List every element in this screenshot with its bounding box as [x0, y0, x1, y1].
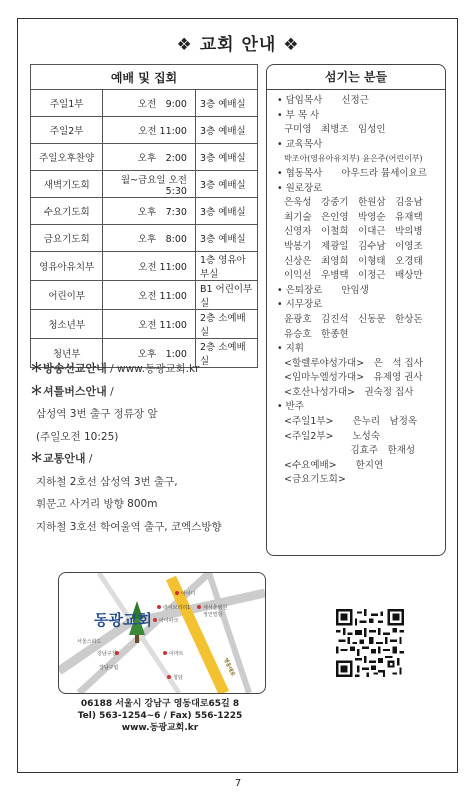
service-time: 오전 11:00 — [103, 310, 196, 339]
map-label: 라이브러리1 — [163, 605, 191, 611]
qr-code-icon[interactable] — [336, 609, 404, 677]
traffic-detail-3: 지하철 3호선 학여울역 출구, 코엑스방향 — [36, 520, 222, 533]
staff-line: • 협동목사 아우드라 뮴세이요르 — [277, 167, 427, 179]
staff-line: 은욱성 강중기 한원삼 김응남 — [284, 197, 423, 209]
service-place: 3층 예배실 — [195, 171, 257, 198]
staff-line: <금요기도회> — [284, 474, 346, 486]
service-time: 오전 11:00 — [103, 252, 196, 281]
map-label: 아이파크 — [159, 618, 179, 624]
service-name: 청년부 — [31, 339, 103, 368]
page-title: ❖ 교회 안내 ❖ — [176, 35, 300, 55]
address-line: 06188 서울시 강남구 영동대로65길 8 — [80, 699, 240, 709]
service-table-header: 예배 및 집회 — [31, 65, 258, 90]
website-line[interactable]: www.동광교회.kr — [121, 723, 199, 733]
traffic-label: 교통안내 — [43, 452, 86, 465]
star-mark: ＊ — [30, 383, 44, 399]
service-name: 수요기도회 — [31, 198, 103, 225]
service-row — [31, 144, 258, 171]
staff-line: <할렐루야성가대> 은 석 집사 — [284, 357, 423, 369]
service-name: 금요기도회 — [31, 225, 103, 252]
service-row — [31, 90, 258, 117]
map-graphic — [59, 573, 265, 693]
service-place: B1 어린이부실 — [195, 281, 257, 310]
service-name: 어린이부 — [31, 281, 103, 310]
service-name: 주일오후찬양 — [31, 144, 103, 171]
staff-line: <호산나성가대> 권숙정 집사 — [284, 386, 414, 398]
shuttle-detail-1: 삼성역 3번 출구 정류장 앞 — [36, 408, 158, 420]
traffic-detail-2: 휘문고 사거리 방향 800m — [36, 498, 158, 510]
staff-line: 유승호 한종현 — [284, 328, 349, 340]
staff-line: • 시무장로 — [277, 299, 323, 311]
staff-list — [267, 90, 445, 488]
service-row — [31, 281, 258, 310]
staff-line: • 부 목 사 — [277, 109, 320, 121]
service-time: 오전 9:00 — [103, 90, 196, 117]
shuttle-sep: / — [106, 385, 114, 398]
staff-box — [266, 64, 446, 556]
service-time: 오후 8:00 — [103, 225, 196, 252]
map-church-name: 동광교회 — [94, 611, 152, 629]
service-schedule-table — [30, 64, 258, 368]
service-place: 3층 예배실 — [195, 225, 257, 252]
service-time: 오전 11:00 — [103, 281, 196, 310]
map-road-label: 영동대로 — [222, 657, 236, 678]
service-place: 3층 예배실 — [195, 117, 257, 144]
service-place: 2층 소예배실 — [195, 310, 257, 339]
service-name: 주일2부 — [31, 117, 103, 144]
traffic-line — [30, 448, 262, 471]
staff-line: • 교육목사 — [277, 138, 323, 150]
staff-line: <임마누엘성가대> 유제영 권사 — [284, 372, 423, 384]
service-time: 오후 1:00 — [103, 339, 196, 368]
map-label: 강남구청 — [97, 651, 117, 657]
service-place: 3층 예배실 — [195, 144, 257, 171]
staff-line: 박봉기 제광일 김수남 이영조 — [284, 240, 423, 252]
traffic-sep: / — [85, 453, 93, 465]
staff-line: • 지휘 — [277, 343, 304, 355]
shuttle-label: 셔틀버스안내 — [43, 384, 107, 398]
staff-line: <주일2부> 노성숙 — [284, 430, 381, 442]
service-time: 오전 11:00 — [103, 117, 196, 144]
page-number: 7 — [234, 778, 242, 789]
broadcast-label: 방송선교안내 — [43, 362, 107, 375]
service-row — [31, 117, 258, 144]
location-map — [58, 572, 266, 694]
info-section — [30, 358, 262, 538]
service-place: 2층 소예배실 — [195, 339, 257, 368]
staff-line: 윤광호 김진석 신동문 한상돈 — [284, 313, 423, 325]
star-mark: ＊ — [30, 361, 44, 376]
staff-line: • 담임목사 신정근 — [277, 95, 369, 106]
map-label: 아이디 — [181, 591, 196, 597]
shuttle-line — [30, 381, 262, 404]
staff-line: <수요예배> 한지연 — [284, 459, 384, 471]
service-place: 3층 예배실 — [195, 198, 257, 225]
service-row — [31, 252, 258, 281]
service-row — [31, 198, 258, 225]
staff-line: • 은퇴장로 안임생 — [277, 284, 369, 296]
service-name: 영유아유치부 — [31, 252, 103, 281]
service-row — [31, 225, 258, 252]
staff-line: 신상은 최영희 이형태 오경태 — [284, 255, 423, 267]
staff-line: 최기술 은인영 박영순 유재택 — [284, 211, 423, 223]
star-mark: ＊ — [30, 451, 44, 466]
map-label: 이마트 — [169, 651, 184, 657]
staff-line: 신영자 이철희 이대근 박의병 — [284, 226, 423, 238]
map-label: 정인빌딩 — [203, 612, 223, 618]
service-time: 월~금요일 오전 5:30 — [103, 171, 196, 198]
service-place: 1층 영유아부실 — [195, 252, 257, 281]
staff-line: <주일1부> 은누리 남정옥 — [284, 416, 418, 428]
broadcast-line — [30, 358, 262, 381]
staff-line: • 반주 — [277, 401, 304, 413]
phone-fax-line: Tel) 563-1254~6 / Fax) 556-1225 — [77, 711, 243, 721]
service-name: 새벽기도회 — [31, 171, 103, 198]
service-row — [31, 310, 258, 339]
service-place: 3층 예배실 — [195, 90, 257, 117]
traffic-detail-1: 지하철 2호선 삼성역 3번 출구, — [36, 475, 178, 488]
staff-line: 김효주 한재성 — [284, 445, 416, 457]
staff-line: 이익선 우병택 이정근 배상만 — [284, 270, 423, 282]
staff-header: 섬기는 분들 — [267, 65, 445, 90]
service-name: 주일1부 — [31, 90, 103, 117]
map-label: 서울스피드 — [77, 639, 102, 645]
service-time: 오후 2:00 — [103, 144, 196, 171]
map-label: 청담 — [173, 675, 183, 681]
service-time: 오후 7:30 — [103, 198, 196, 225]
service-name: 청소년부 — [31, 310, 103, 339]
staff-line: • 원로장로 — [277, 182, 323, 194]
staff-line: 구미영 최병조 임성인 — [284, 124, 386, 136]
service-row — [31, 171, 258, 198]
map-label: 새서울병원 — [203, 605, 228, 611]
map-label: 강남구립 — [99, 665, 119, 671]
staff-line: 박조아(영유아유치부) 윤은주(어린이부) — [284, 154, 423, 164]
shuttle-detail-2: (주일오전 10:25) — [36, 430, 119, 443]
broadcast-url[interactable]: / www.동광교회.kr — [106, 363, 200, 375]
